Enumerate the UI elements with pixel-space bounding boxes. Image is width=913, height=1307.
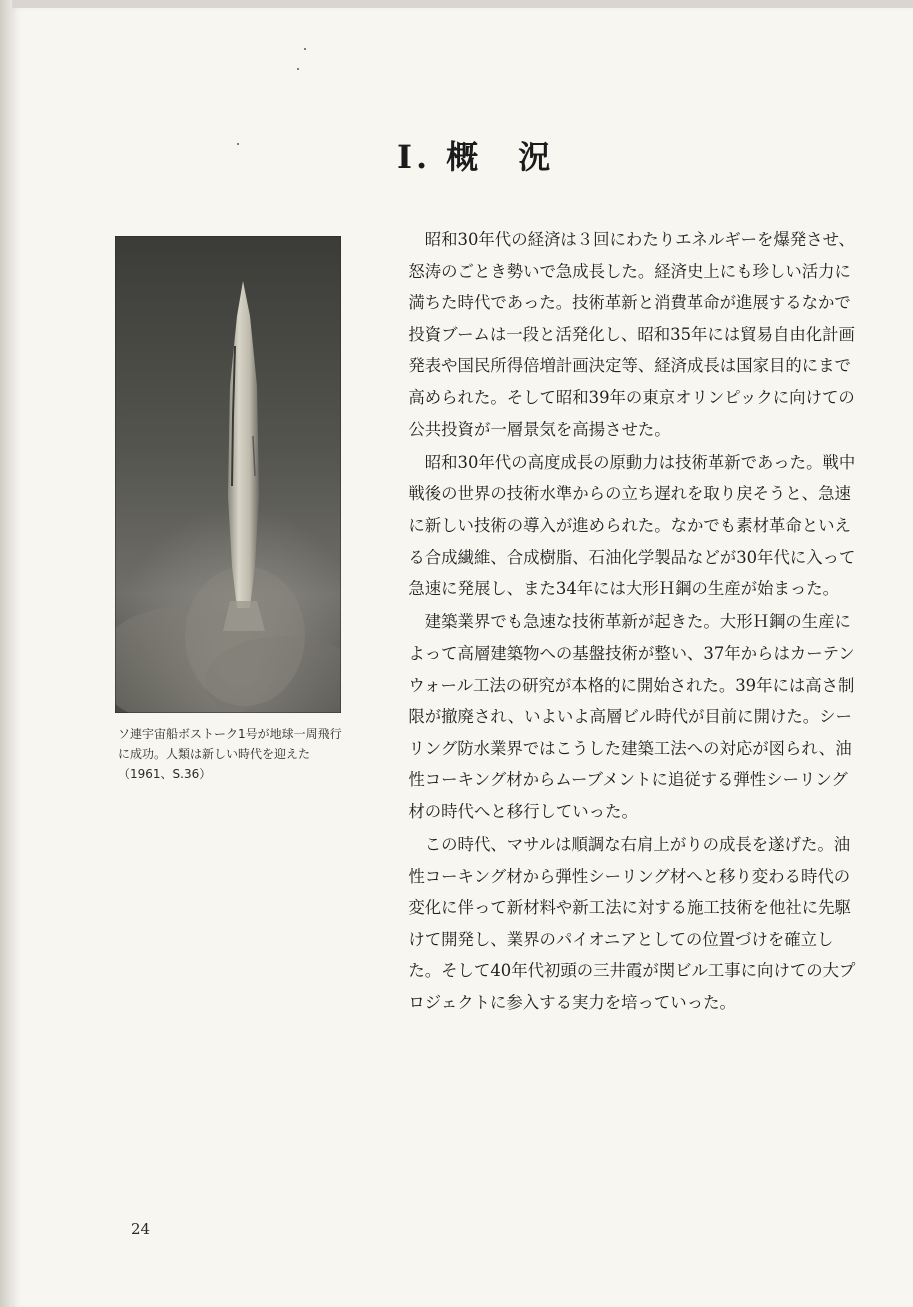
paragraph — [392, 224, 870, 445]
document-page — [12, 8, 913, 1307]
page-number: 24 — [131, 1220, 151, 1238]
rocket-launch-photo — [115, 236, 341, 713]
paragraph — [392, 447, 870, 605]
text-line: 限が撤廃され、いよいよ高層ビル時代が目前に開けた。シー — [408, 707, 852, 727]
photo-caption: ソ連宇宙船ボストーク1号が地球一周飛行に成功。人類は新しい時代を迎えた（1961、S.36） — [118, 727, 342, 781]
section-title: Ⅰ. 概 況 — [397, 138, 555, 176]
text-line: 性コーキング材から弾性シーリング材へと移り変わる時代の — [408, 866, 851, 886]
text-line: ロジェクトに参入する実力を培っていった。 — [408, 993, 736, 1013]
text-line: 発表や国民所得倍増計画決定等、経済成長は国家目的にまで — [408, 356, 851, 376]
print-speck — [304, 48, 306, 50]
print-speck — [237, 143, 239, 145]
text-line: 昭和30年代の経済は３回にわたりエネルギーを爆発させ、 — [424, 230, 855, 249]
text-line: に新しい技術の導入が進められた。なかでも素材革命といえ — [408, 515, 851, 535]
text-line: 急速に発展し、また34年には大形Ｈ鋼の生産が始まった。 — [408, 579, 840, 599]
print-speck — [297, 68, 299, 70]
text-line: 満ちた時代であった。技術革新と消費革命が進展するなかで — [408, 293, 851, 313]
page-binding-edge — [0, 0, 12, 1307]
paragraph — [392, 829, 870, 1019]
text-line: この時代、マサルは順調な右肩上がりの成長を遂げた。油 — [424, 835, 851, 855]
text-line: けて開発し、業界のパイオニアとしての位置づけを確立し — [408, 929, 834, 949]
text-line: 変化に伴って新材料や新工法に対する施工技術を他社に先駆 — [408, 898, 851, 918]
text-line: 戦後の世界の技術水準からの立ち遅れを取り戻そうと、急速 — [408, 484, 851, 504]
text-line: 投資ブームは一段と活発化し、昭和35年には貿易自由化計画 — [408, 324, 855, 344]
text-line: 公共投資が一層景気を高揚させた。 — [408, 419, 671, 439]
text-line: 高められた。そして昭和39年の東京オリンピックに向けての — [408, 387, 855, 407]
text-line: る合成繊維、合成樹脂、石油化学製品などが30年代に入って — [408, 547, 856, 567]
text-line: よって高層建築物への基盤技術が整い、37年からはカーテン — [408, 643, 855, 663]
text-line: ウォール工法の研究が本格的に開始された。39年には高さ制 — [408, 675, 855, 695]
text-line: 材の時代へと移行していった。 — [408, 801, 638, 821]
text-line: 昭和30年代の高度成長の原動力は技術革新であった。戦中 — [424, 452, 856, 472]
text-line: リング防水業界ではこうした建築工法への対応が図られ、油 — [408, 738, 852, 758]
text-line: 性コーキング材からムーブメントに追従する弾性シーリング — [408, 770, 848, 790]
text-line: た。そして40年代初頭の三井霞が関ビル工事に向けての大プ — [408, 961, 856, 981]
text-line: 怒涛のごとき勢いで急成長した。経済史上にも珍しい活力に — [408, 261, 851, 281]
article-body — [392, 224, 870, 1020]
paragraph — [392, 606, 870, 827]
text-line: 建築業界でも急速な技術革新が起きた。大形Ｈ鋼の生産に — [424, 612, 851, 632]
